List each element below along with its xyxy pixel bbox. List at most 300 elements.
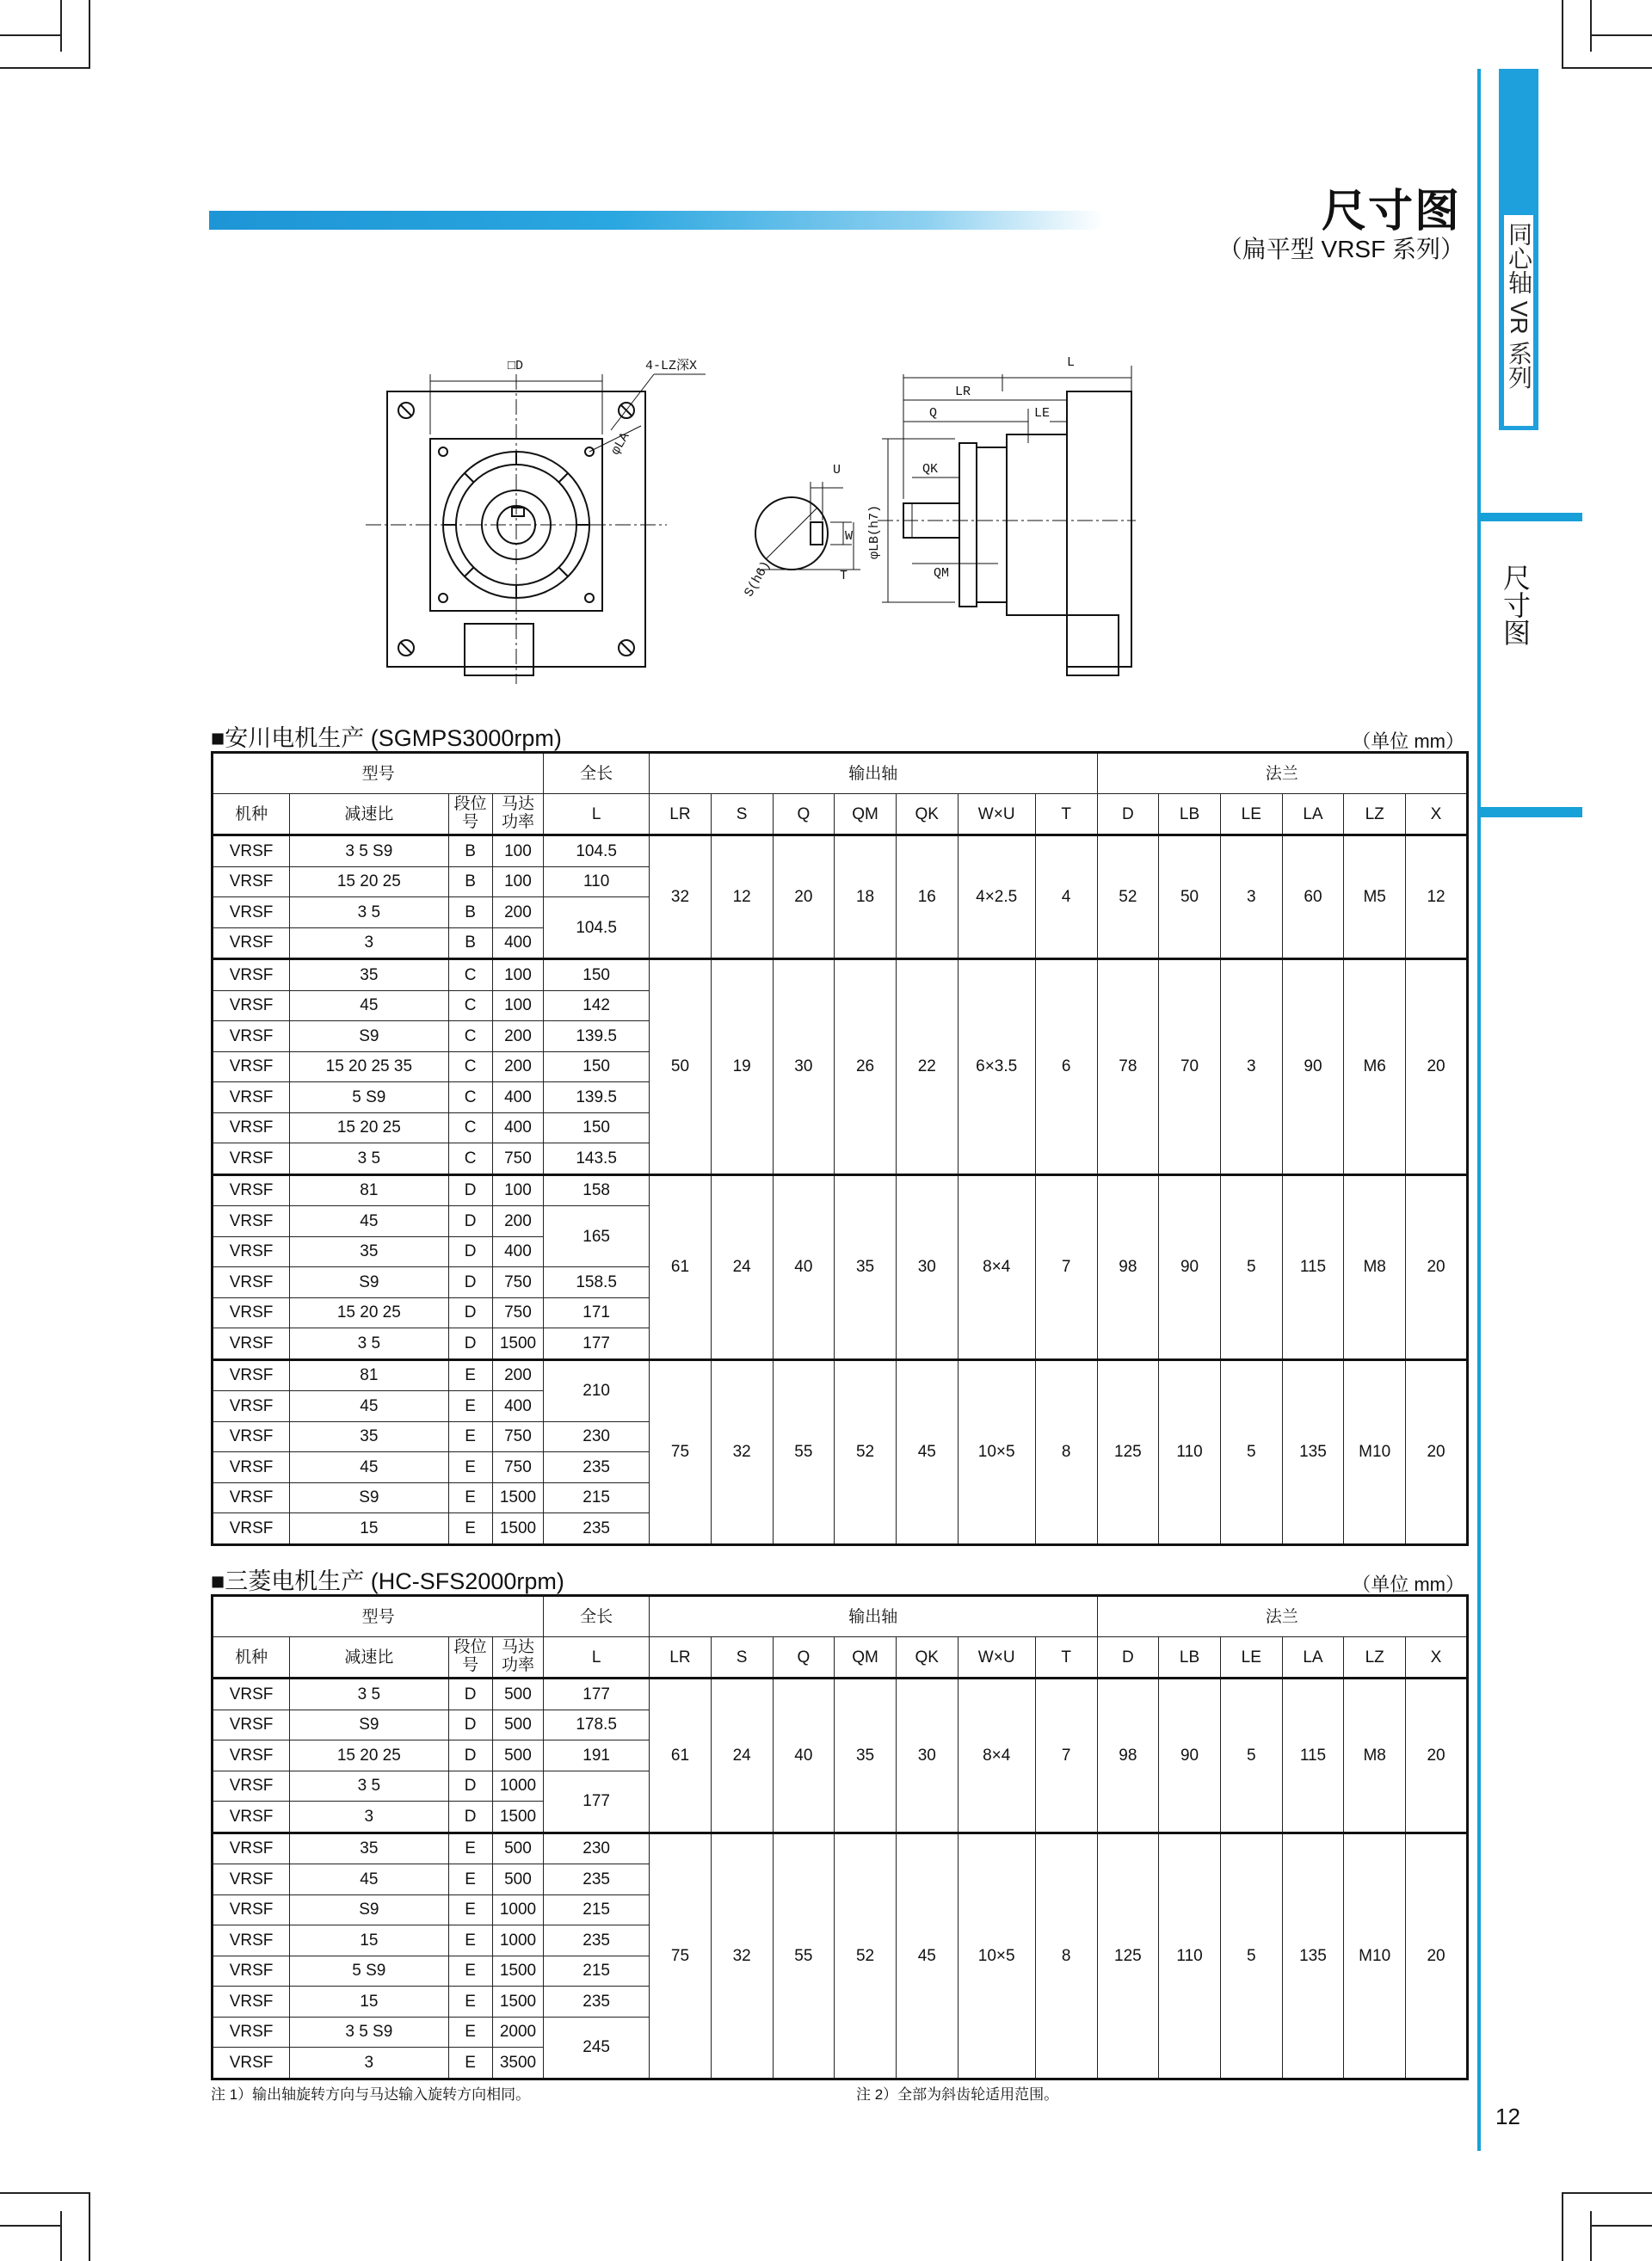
cell-ratio: S9 [290,1710,448,1740]
cell-ratio: 45 [290,990,448,1021]
cell-ratio: 15 [290,1513,448,1545]
header-s: S [711,794,773,835]
cell-length: 104.5 [544,897,650,959]
header-la: LA [1282,794,1344,835]
cell-power: 400 [492,1112,543,1143]
header-row [213,1596,1468,1637]
header-lb: LB [1159,794,1221,835]
cell-power: 100 [492,959,543,991]
cell-type: VRSF [213,1174,290,1206]
header-d: D [1097,794,1159,835]
crop-mark [1562,2192,1563,2261]
cell-length: 235 [544,1987,650,2018]
cell-length: 230 [544,1833,650,1864]
cell-spec: 26 [835,959,897,1175]
cell-spec: 50 [1159,835,1221,959]
cell-type: VRSF [213,1421,290,1452]
label-t: T [840,569,848,583]
header-model: 型号 [213,753,544,794]
cell-type: VRSF [213,835,290,867]
header-le: LE [1220,794,1282,835]
header-t: T [1035,794,1097,835]
cell-type: VRSF [213,1925,290,1956]
cell-ratio: 3 5 [290,1143,448,1175]
cell-type: VRSF [213,1894,290,1925]
cell-spec: 110 [1159,1359,1221,1544]
cell-stage: E [448,1391,492,1422]
cell-spec: 20 [1406,1359,1468,1544]
crop-mark [0,34,62,36]
cell-ratio: 15 20 25 [290,1740,448,1771]
cell-power: 750 [492,1421,543,1452]
cell-power: 750 [492,1452,543,1483]
header-lr: LR [650,794,712,835]
label-lb: φLB(h7) [867,504,882,559]
front-view [366,374,706,684]
cell-power: 100 [492,990,543,1021]
header-wu: W×U [958,794,1035,835]
crop-mark [89,2192,90,2261]
cell-ratio: 3 5 S9 [290,835,448,867]
cell-ratio: 3 5 [290,1771,448,1802]
cell-length: 165 [544,1206,650,1267]
cell-length: 158 [544,1174,650,1206]
table1-title: ■安川电机生产 (SGMPS3000rpm) [211,725,562,751]
header-wu: W×U [958,1637,1035,1679]
cell-spec: 10×5 [958,1833,1035,2079]
label-le: LE [1034,406,1051,421]
cell-spec: M8 [1344,1679,1406,1833]
cell-type: VRSF [213,990,290,1021]
cell-spec: 50 [650,959,712,1175]
cell-stage: D [448,1328,492,1360]
cell-type: VRSF [213,1987,290,2018]
cell-length: 142 [544,990,650,1021]
cell-stage: B [448,866,492,897]
cell-spec: 90 [1159,1679,1221,1833]
header-stage [448,1637,492,1679]
cell-spec: 32 [650,835,712,959]
cell-spec: 125 [1097,1833,1159,2079]
label-d: □D [508,359,524,373]
cell-power: 750 [492,1267,543,1298]
crop-mark [1590,34,1652,36]
cell-stage: E [448,1513,492,1545]
table-row [213,1174,1468,1206]
table-row [213,959,1468,991]
cell-ratio: 45 [290,1391,448,1422]
cell-ratio: S9 [290,1267,448,1298]
cell-ratio: 3 [290,2048,448,2079]
header-type: 机种 [213,1637,290,1679]
cell-power: 200 [492,1206,543,1237]
cell-stage: E [448,1359,492,1391]
cell-ratio: 35 [290,1236,448,1267]
cell-spec: 5 [1220,1359,1282,1544]
label-lz: 4-LZ深X [645,359,698,373]
cell-stage: E [448,1864,492,1895]
cell-stage: E [448,1482,492,1513]
cell-ratio: 15 20 25 35 [290,1051,448,1082]
cell-spec: 24 [711,1679,773,1833]
cell-spec: 35 [835,1679,897,1833]
page-title: 尺寸图 [1321,187,1461,237]
cell-power: 2000 [492,2017,543,2048]
cell-type: VRSF [213,1021,290,1052]
cell-ratio: 3 5 [290,897,448,928]
side-vertical-line [1477,69,1481,2151]
cell-stage: D [448,1740,492,1771]
cell-power: 750 [492,1143,543,1175]
cell-stage: E [448,2017,492,2048]
cell-spec: 7 [1035,1174,1097,1359]
cell-spec: 55 [773,1833,835,2079]
cell-ratio: 15 [290,1987,448,2018]
crop-mark [89,0,90,69]
cell-type: VRSF [213,897,290,928]
cell-spec: 6×3.5 [958,959,1035,1175]
cell-ratio: 35 [290,959,448,991]
label-l: L [1067,355,1076,370]
header-la: LA [1282,1637,1344,1679]
cell-ratio: 5 S9 [290,1956,448,1987]
cell-spec: 12 [711,835,773,959]
cell-spec: M5 [1344,835,1406,959]
cell-ratio: 15 20 25 [290,866,448,897]
header-ratio: 减速比 [290,1637,448,1679]
cell-ratio: 35 [290,1833,448,1864]
cell-spec: M8 [1344,1174,1406,1359]
cell-spec: 35 [835,1174,897,1359]
cell-spec: 40 [773,1174,835,1359]
cell-ratio: 35 [290,1421,448,1452]
header-output-shaft: 输出轴 [650,753,1097,794]
cell-length: 215 [544,1956,650,1987]
cell-stage: E [448,1925,492,1956]
table-row [213,1359,1468,1391]
crop-mark [1562,67,1652,69]
cell-power: 200 [492,1021,543,1052]
table2-unit: （单位 mm） [1352,1574,1464,1595]
cell-power: 500 [492,1679,543,1710]
cell-spec: 16 [896,835,958,959]
label-w: W [845,529,854,544]
cell-spec: 10×5 [958,1359,1035,1544]
cell-spec: 8×4 [958,1174,1035,1359]
cell-power: 400 [492,1391,543,1422]
header-d: D [1097,1637,1159,1679]
cell-spec: 135 [1282,1359,1344,1544]
cell-stage: E [448,1421,492,1452]
side-marker [1481,807,1582,817]
cell-length: 235 [544,1925,650,1956]
header-le: LE [1220,1637,1282,1679]
cell-stage: D [448,1267,492,1298]
cell-power: 500 [492,1710,543,1740]
cell-spec: 32 [711,1359,773,1544]
cell-power: 3500 [492,2048,543,2079]
cell-stage: C [448,1143,492,1175]
side-tab-label: 同心轴 VR 系列 [1504,215,1533,426]
side-section-label: 尺寸图 [1500,564,1531,646]
cell-power: 400 [492,927,543,959]
cell-type: VRSF [213,1051,290,1082]
cell-spec: 32 [711,1833,773,2079]
label-s: S(h6) [742,558,774,600]
header-l: L [544,794,650,835]
cell-power: 1500 [492,1956,543,1987]
header-row [213,1637,1468,1679]
cell-spec: 60 [1282,835,1344,959]
cell-power: 400 [492,1082,543,1113]
cell-power: 1500 [492,1513,543,1545]
cell-length: 245 [544,2017,650,2079]
cell-spec: 8×4 [958,1679,1035,1833]
label-la: φLA [608,429,633,458]
cell-power: 1500 [492,1802,543,1833]
cell-type: VRSF [213,1112,290,1143]
cell-spec: 70 [1159,959,1221,1175]
table-row [213,835,1468,867]
header-lz: LZ [1344,794,1406,835]
cell-ratio: 45 [290,1452,448,1483]
cell-stage: E [448,1833,492,1864]
header-gradient-bar [209,211,1104,230]
cell-power: 500 [492,1864,543,1895]
cell-spec: 30 [896,1174,958,1359]
cell-ratio: 15 20 25 [290,1112,448,1143]
header-q: Q [773,794,835,835]
table1-unit: （单位 mm） [1352,730,1464,752]
header-row [213,753,1468,794]
cell-spec: 75 [650,1359,712,1544]
cell-stage: B [448,897,492,928]
cell-power: 400 [492,1236,543,1267]
cell-power: 1500 [492,1328,543,1360]
header-flange: 法兰 [1097,1596,1468,1637]
cell-ratio: 3 [290,1802,448,1833]
cell-stage: E [448,1894,492,1925]
cell-spec: 20 [1406,1833,1468,2079]
cell-type: VRSF [213,1802,290,1833]
cell-length: 139.5 [544,1021,650,1052]
header-qk: QK [896,794,958,835]
header-power [492,1637,543,1679]
cell-spec: 55 [773,1359,835,1544]
crop-mark [0,2192,90,2194]
header-x: X [1406,794,1468,835]
cell-spec: 19 [711,959,773,1175]
cell-spec: M10 [1344,1359,1406,1544]
cell-stage: D [448,1206,492,1237]
cell-spec: 45 [896,1359,958,1544]
cell-type: VRSF [213,1143,290,1175]
cell-length: 177 [544,1679,650,1710]
cell-ratio: 81 [290,1359,448,1391]
cell-power: 200 [492,1359,543,1391]
cell-type: VRSF [213,1452,290,1483]
header-power-text: 马达 功率 [501,1638,534,1674]
cell-type: VRSF [213,1359,290,1391]
cell-spec: 12 [1406,835,1468,959]
cell-type: VRSF [213,1328,290,1360]
cell-power: 500 [492,1740,543,1771]
cell-power: 100 [492,1174,543,1206]
cell-spec: 98 [1097,1174,1159,1359]
cell-type: VRSF [213,1771,290,1802]
cell-length: 215 [544,1894,650,1925]
cell-stage: E [448,1987,492,2018]
cell-spec: 78 [1097,959,1159,1175]
page-number: 12 [1495,2104,1520,2129]
label-q: Q [929,406,938,421]
cell-stage: C [448,1021,492,1052]
cell-spec: 4×2.5 [958,835,1035,959]
cell-type: VRSF [213,1267,290,1298]
cell-length: 171 [544,1297,650,1328]
header-x: X [1406,1637,1468,1679]
cell-ratio: 3 5 S9 [290,2017,448,2048]
cell-spec: 110 [1159,1833,1221,2079]
header-length: 全长 [544,1596,650,1637]
cell-spec: 18 [835,835,897,959]
cell-power: 750 [492,1297,543,1328]
cell-stage: D [448,1771,492,1802]
cell-length: 143.5 [544,1143,650,1175]
cell-spec: 7 [1035,1679,1097,1833]
crop-mark [60,0,62,52]
cell-ratio: 81 [290,1174,448,1206]
crop-mark [1590,2225,1652,2227]
header-stage [448,794,492,835]
cell-type: VRSF [213,1513,290,1545]
cell-type: VRSF [213,1833,290,1864]
cell-spec: 45 [896,1833,958,2079]
cell-type: VRSF [213,1740,290,1771]
cell-spec: 3 [1220,835,1282,959]
spec-table-yaskawa [211,751,1469,1546]
page-subtitle: （扁平型 VRSF 系列） [1217,236,1464,262]
header-row [213,794,1468,835]
cell-type: VRSF [213,1482,290,1513]
cell-spec: 20 [1406,1174,1468,1359]
crop-mark [1590,0,1592,52]
cell-ratio: 3 5 [290,1679,448,1710]
cell-spec: 5 [1220,1679,1282,1833]
spec-table-mitsubishi [211,1594,1469,2080]
cell-ratio: 45 [290,1206,448,1237]
cell-length: 230 [544,1421,650,1452]
cell-type: VRSF [213,1679,290,1710]
cell-spec: 115 [1282,1679,1344,1833]
cell-type: VRSF [213,866,290,897]
cell-length: 177 [544,1771,650,1833]
cell-spec: 52 [835,1359,897,1544]
header-s: S [711,1637,773,1679]
cell-spec: 30 [896,1679,958,1833]
header-model: 型号 [213,1596,544,1637]
header-q: Q [773,1637,835,1679]
cell-spec: 6 [1035,959,1097,1175]
cell-ratio: S9 [290,1021,448,1052]
header-qm: QM [835,1637,897,1679]
cell-spec: 5 [1220,1174,1282,1359]
header-type: 机种 [213,794,290,835]
cell-length: 210 [544,1359,650,1421]
header-output-shaft: 输出轴 [650,1596,1097,1637]
cell-length: 150 [544,1112,650,1143]
cell-spec: 20 [1406,1679,1468,1833]
header-length: 全长 [544,753,650,794]
cell-type: VRSF [213,1236,290,1267]
cell-ratio: 15 20 25 [290,1297,448,1328]
cell-ratio: S9 [290,1482,448,1513]
header-stage-text: 段位 号 [453,1638,487,1674]
cell-power: 1000 [492,1925,543,1956]
cell-spec: 5 [1220,1833,1282,2079]
cell-spec: 125 [1097,1359,1159,1544]
cell-spec: 30 [773,959,835,1175]
cell-stage: B [448,927,492,959]
cell-type: VRSF [213,1391,290,1422]
cell-stage: D [448,1802,492,1833]
cell-spec: 40 [773,1679,835,1833]
cell-spec: 4 [1035,835,1097,959]
cell-spec: M10 [1344,1833,1406,2079]
cell-type: VRSF [213,927,290,959]
cell-ratio: 45 [290,1864,448,1895]
cell-length: 110 [544,866,650,897]
cell-length: 139.5 [544,1082,650,1113]
label-u: U [833,463,841,477]
cell-spec: 98 [1097,1679,1159,1833]
cell-stage: C [448,1112,492,1143]
crop-mark [1590,2211,1592,2261]
cell-stage: D [448,1297,492,1328]
cell-spec: 8 [1035,1833,1097,2079]
cell-power: 1500 [492,1987,543,2018]
crop-mark [0,2225,62,2227]
cell-power: 100 [492,835,543,867]
cell-type: VRSF [213,1206,290,1237]
cell-stage: E [448,1956,492,1987]
cell-spec: 3 [1220,959,1282,1175]
cell-stage: D [448,1174,492,1206]
dimension-drawing [361,340,1342,701]
cell-ratio: 3 5 [290,1328,448,1360]
cell-stage: E [448,1452,492,1483]
cell-stage: D [448,1710,492,1740]
cell-power: 200 [492,1051,543,1082]
cell-length: 178.5 [544,1710,650,1740]
header-t: T [1035,1637,1097,1679]
cell-length: 104.5 [544,835,650,867]
cell-ratio: 15 [290,1925,448,1956]
cell-length: 150 [544,959,650,991]
header-stage-text: 段位 号 [453,795,487,831]
header-lz: LZ [1344,1637,1406,1679]
cell-stage: C [448,990,492,1021]
cell-spec: 115 [1282,1174,1344,1359]
cell-spec: 52 [1097,835,1159,959]
cell-stage: C [448,959,492,991]
header-lb: LB [1159,1637,1221,1679]
header-ratio: 减速比 [290,794,448,835]
side-marker [1481,513,1582,521]
cell-spec: 24 [711,1174,773,1359]
cell-spec: M6 [1344,959,1406,1175]
note-1: 注 1）输出轴旋转方向与马达输入旋转方向相同。 [211,2086,531,2103]
